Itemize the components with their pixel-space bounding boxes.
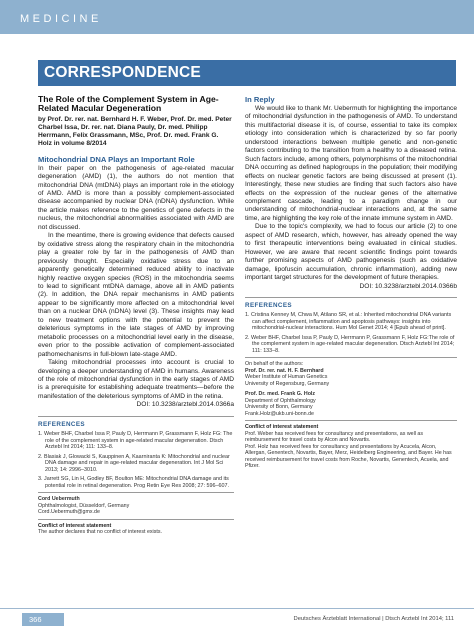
reply-paragraph-2: Due to the topic's complexity, we had to focus our article (2) to one aspect of AMD research, which, however, has already opened the way to first therapeutic interventions being evaluated in clinical studies. However, we are aware that recent scientific findings point towards further promising aspects of AMD pathogenesis (such as oxidative damage, lipofuscin accumulation, chronic inflammation), adding new important target structures for the development of future therapies.: [245, 223, 457, 282]
author-name: Prof. Dr. med. Frank G. Holz: [245, 391, 316, 398]
article-byline: by Prof. Dr. rer. nat. Bernhard H. F. Weber, Prof. Dr. med. Peter Charbel Issa, Dr. rer. nat. Diana Pauly, Dr. med. Philipp Herrmann, Felix Grassmann, MSc, Prof. Dr. med. Frank G. Holz in volume 8/2014: [38, 115, 232, 148]
banner-title: CORRESPONDENCE: [44, 64, 201, 81]
author-name: Cord Uebermuth: [38, 496, 80, 503]
author-affiliation: Ophthalmologist, Düsseldorf, Germany: [38, 502, 130, 509]
page-number: 366: [29, 615, 42, 624]
reply-doi: DOI: 10.3238/arztebl.2014.0366b: [359, 282, 457, 290]
divider: [245, 357, 457, 358]
coi-text: Prof. Weber has received fees for consultancy and presentations, as well as reimbursement for travel costs by Alcon and Novartis.: [245, 430, 424, 444]
reference-item: 3. Jarrett SG, Lin H, Godley BF, Boulton ME: Mitochondrial DNA damage and its potential role in retinal degeneration. Prog Retin Eye Res 2008; 27: 596–607.: [38, 476, 230, 489]
reference-item: 1. Weber BHF, Charbel Issa P, Pauly D, Herrmann P, Grassmann F, Holz FG: The role of the complement system in age-related macular degeneration. Dtsch Arztebl Int 2014; 111: 133–8.: [38, 431, 233, 451]
reference-item: 2. Blasiak J, Glowacki S, Kauppinen A, Kaarniranta K: Mitochondrial and nuclear DNA damage and repair in age-related macular degeneration. Int J Mol Sci 2013; 14: 2996–3010.: [38, 453, 230, 473]
coi-text: The author declares that no conflict of interest exists.: [38, 529, 162, 536]
left-column: [38, 95, 234, 536]
divider: [38, 492, 234, 493]
letter-paragraph-3: Taking mitochondrial processes into account is crucial to developing a deeper understanding of AMD in humans. Awareness of the role of mitochondrial dysfunction in the early stages of AMD is a prerequisite for establishing adequate treatments—before the manifestation of the deleterious symptoms of AMD in the retina.: [38, 359, 234, 400]
author-email: Frank.Holz@ukb.uni-bonn.de: [245, 410, 314, 417]
coi-block: [245, 424, 457, 470]
behalf-line: On behalf of the authors:: [245, 361, 304, 368]
article-title: The Role of the Complement System in Age-Related Macular Degeneration: [38, 94, 219, 114]
letter-paragraph-2: In the meantime, there is growing evidence that defects caused by oxidative stress along the respiratory chain in the mitochondria play a greater role by far in the pathogenesis of AMD than previously thought. Especially oxidative stress due to an apparently genetically determined reduced ability to inactivate highly reactive oxygen species (ROS) in the mitochondria seems to lead to significant mtDNA damage, above all in AMD patients (2). In addition, the DNA repair mechanisms in AMD patients appear to be significantly more affected on a mitochondrial level than on a nuclear DNA (nDNA) level (3). These insights may lead to new treatment options with the potential to prevent the deleterious symptoms in the late stages of AMD by improving metabolic processes on a mitochondrial level early in the disease, even prior to the possible activation of complement-associated pathomechanisms in full-blown late-stage AMD.: [38, 232, 234, 358]
reply-paragraph-1: We would like to thank Mr. Uebermuth for highlighting the importance of mitochondrial dysfunction in the pathogenesis of AMD. To understand this multifactorial disease it is, of course, essential to take its complex etiology into consideration which is characterized by so far poorly understood interactions between multiple genetic and non-genetic factors contributing to the transition from a healthy to a diseased retina. Such factors include, among others, polymorphisms of the mitochondrial DNA occurring as defined haplogroups in the population; their modifying effects on nuclear genetic factors are being discussed at present (1). Interestingly, these new studies are finding that such factors also have effects on the expression of the nuclear genes of the alternative complement cascade, leading to a paradigm change in our understanding of mitochondrial-nuclear interactions and, at the same time, are highlighting the key role of the innate immune system in AMD.: [245, 105, 457, 222]
reply-author-block: [245, 361, 457, 417]
author-affiliation: University of Bonn, Germany: [245, 404, 313, 411]
divider: [38, 519, 234, 520]
author-email: Cord.Uebermuth@gmx.de: [38, 509, 100, 516]
letter-author-block: [38, 496, 234, 516]
reference-item: 2. Weber BHF, Charbel Issa P, Pauly D, Herrmann P, Grassmann F, Holz FG:The role of the complement system in age-related macular degeneration. Dtsch Arztebl Int 2014; 111: 133–8.: [245, 334, 455, 354]
page-number-box: [22, 613, 64, 626]
letter-paragraph-1: In their paper on the pathogenesis of age-related macular degeneration (AMD) (1), the authors do not mention that mitochondrial DNA (mtDNA) plays an important role in the etiology of AMD. AMD is more than a possibly complement-associated disease accompanied by nuclear DNA (nDNA) dysfunction. While the article makes reference to the genetics of gene defects in the nucleus, the mitochondrial abnormalities associated with AMD are not discussed.: [38, 164, 234, 231]
author-affiliation: Weber Institute of Human Genetics: [245, 374, 328, 381]
correspondence-banner: [38, 60, 456, 86]
divider: [38, 416, 234, 417]
coi-heading: Conflict of interest statement: [38, 522, 112, 529]
footer-divider: [0, 608, 474, 609]
author-name: Prof. Dr. rer. nat. H. F. Bernhard: [245, 367, 324, 374]
references-heading: REFERENCES: [38, 420, 86, 428]
reference-item: 1. Cristina Kenney M, Chwa M, Atilano SR, et al.: Inherited mitochondrial DNA variants can affect complement, inflammation and apoptosis pathways: insights into mitochondrial-nuclear interactions. Hum Mol Genet 2014; 4 [Epub ahead of print].: [245, 312, 452, 332]
divider: [245, 420, 457, 421]
references-heading: REFERENCES: [245, 301, 293, 309]
section-header-bar: [0, 0, 474, 34]
coi-text: Prof. Holz has received fees for consultancy and presentations by Acucela, Alcon, Allergan, Genentech, Novartis, Bayer, Merz, Heidelberg Engineering, and Bayer. He has received reimbursement for travel costs from Roche, Novartis, Genentech, Acuela, and Pfizer.: [245, 443, 452, 470]
journal-citation: Deutsches Ärzteblatt International | Dtsch Arztebl Int 2014; 111: [293, 616, 454, 622]
reply-subheading: In Reply: [245, 95, 275, 104]
letter-doi: DOI: 10.3238/arztebl.2014.0366a: [136, 401, 234, 409]
author-affiliation: University of Regensburg, Germany: [245, 380, 330, 387]
letter-subheading: Mitochondrial DNA Plays an Important Role: [38, 154, 195, 164]
section-label: MEDICINE: [20, 13, 102, 25]
right-column: [245, 95, 457, 470]
author-affiliation: Department of Ophthalmology: [245, 397, 316, 404]
coi-block: [38, 523, 234, 536]
divider: [245, 297, 457, 298]
coi-heading: Conflict of interest statement: [245, 424, 319, 431]
